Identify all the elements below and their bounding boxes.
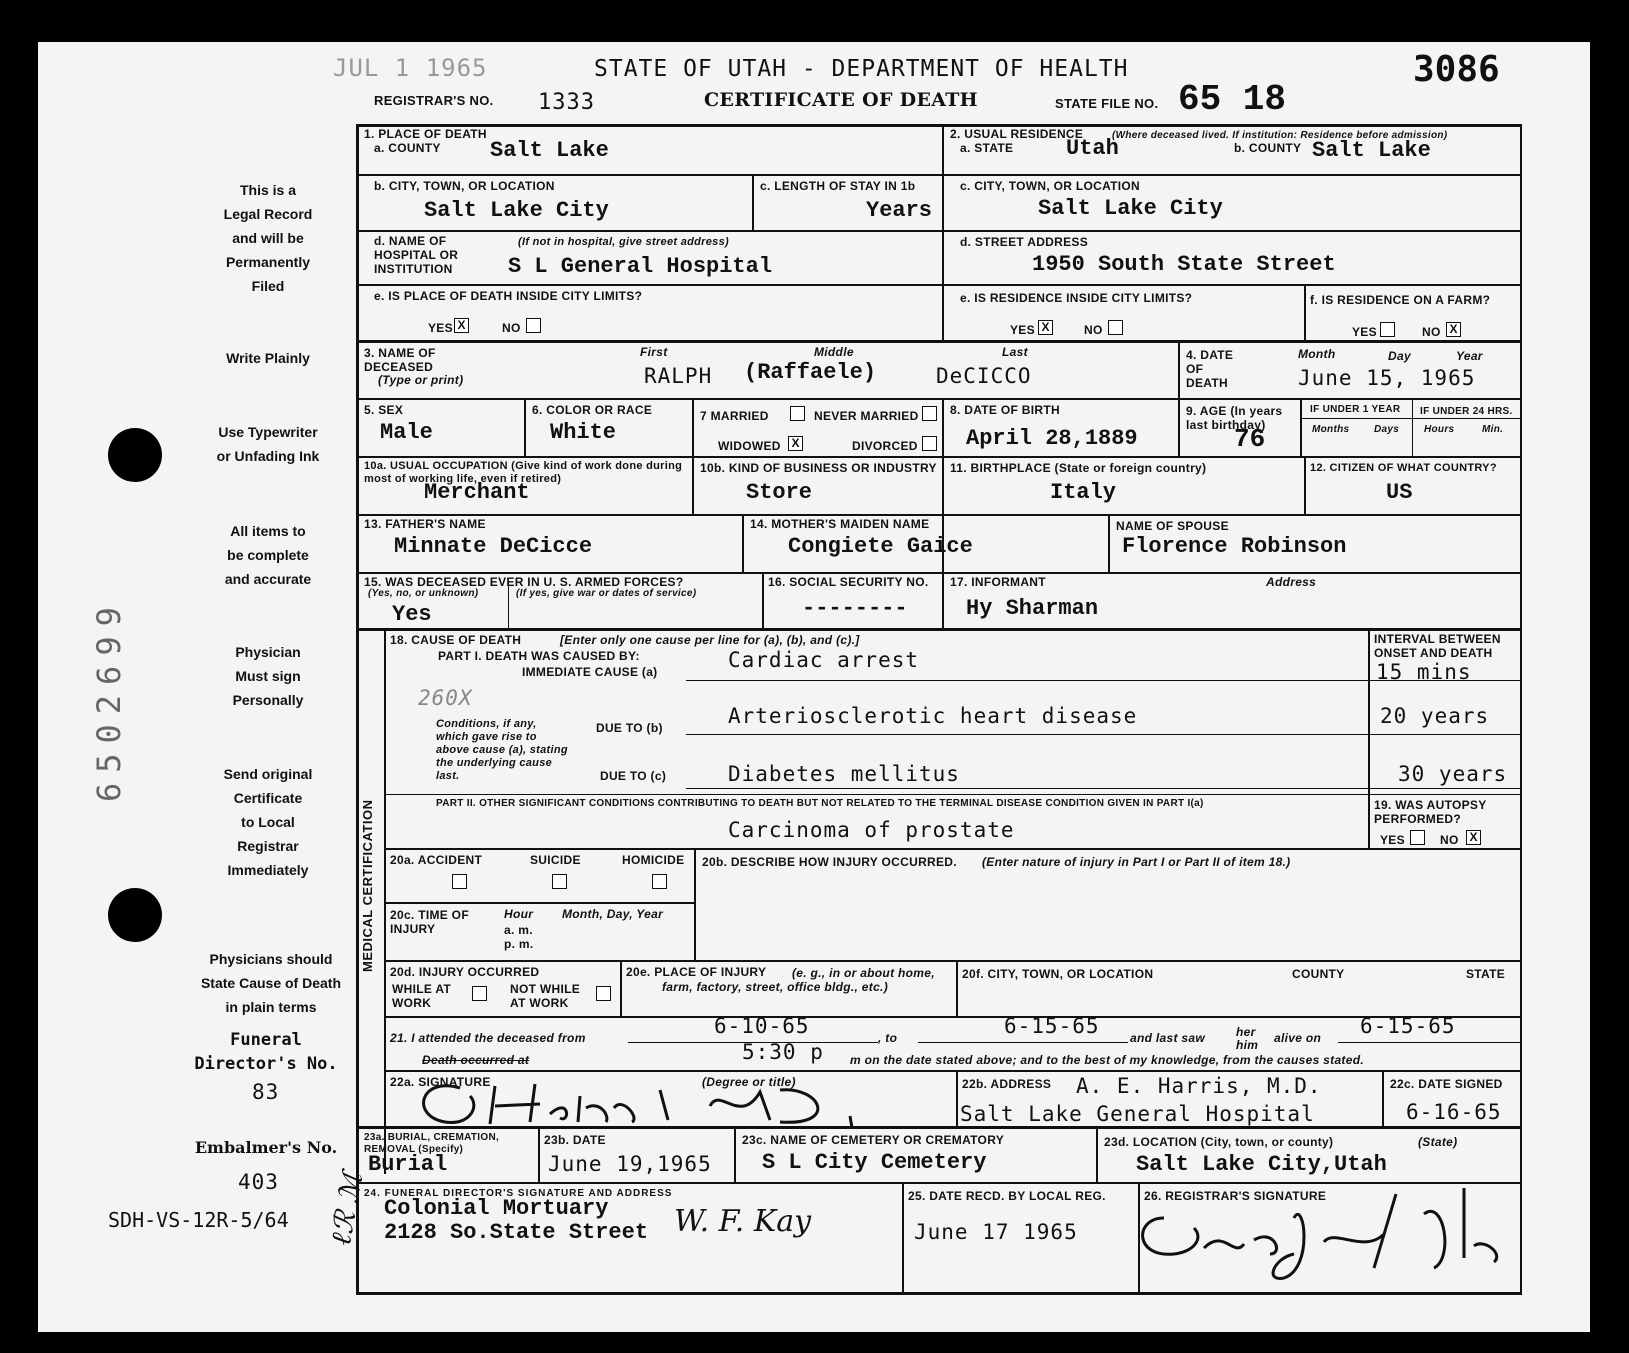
label-father: 13. FATHER'S NAME (364, 517, 486, 531)
label-hospital: d. NAME OF HOSPITAL OR INSTITUTION (374, 234, 459, 276)
autopsy-yes-checkbox[interactable] (1410, 830, 1425, 845)
value-date-signed: 6-16-65 (1406, 1100, 1502, 1124)
value-part2: Carcinoma of prostate (728, 818, 1015, 842)
value-res-street: 1950 South State Street (1032, 252, 1336, 277)
months-label: Months (1312, 424, 1350, 435)
punch-hole-bottom (108, 888, 162, 942)
label-degree: (Degree or title) (702, 1075, 796, 1089)
header-title: STATE OF UTAH - DEPARTMENT OF HEALTH (594, 56, 1129, 82)
value-time: 5:30 p (742, 1040, 824, 1064)
registrar-label: REGISTRAR'S NO. (374, 93, 494, 108)
row-line (384, 794, 1522, 795)
label-occurred-tail: m on the date stated above; and to the best of my knowledge, from the causes stated. (850, 1053, 1364, 1067)
farm-no-checkbox[interactable]: X (1446, 322, 1461, 337)
autopsy-no-checkbox[interactable]: X (1466, 830, 1481, 845)
label-never-married: NEVER MARRIED (814, 409, 919, 423)
label-name: 3. NAME OF DECEASED (364, 346, 436, 374)
col-divider (1412, 398, 1413, 456)
value-disposition: Burial (368, 1152, 448, 1177)
col-divider (384, 628, 386, 1174)
label-hospital-note: (If not in hospital, give street address) (518, 236, 729, 248)
value-res-county: Salt Lake (1312, 138, 1431, 163)
col-divider (956, 960, 958, 1016)
row-line (356, 514, 1522, 516)
col-divider (1304, 456, 1306, 514)
form-left (356, 124, 359, 1294)
value-race: White (550, 420, 617, 445)
last-label: Last (1002, 345, 1028, 359)
label-date-of-death: 4. DATE OF DEATH (1186, 348, 1234, 390)
hour-label: Hour (504, 907, 534, 921)
label-citizen: 12. CITIZEN OF WHAT COUNTRY? (1310, 462, 1497, 474)
label-funeral-director: 24. FUNERAL DIRECTOR'S SIGNATURE AND ADDRESS (364, 1188, 673, 1199)
mdy-label: Month, Day, Year (562, 907, 664, 921)
label-suicide: SUICIDE (530, 853, 581, 867)
label-residence-note: (Where deceased lived. If institution: Residence before admission) (1112, 130, 1448, 141)
yes-label: YES (1010, 323, 1035, 337)
label-street: d. STREET ADDRESS (960, 235, 1089, 249)
label-married: 7 MARRIED (700, 409, 769, 423)
label-injury-occurred: 20d. INJURY OCCURRED (390, 965, 540, 979)
accident-checkbox[interactable] (452, 874, 467, 889)
value-informant: Hy Sharman (966, 596, 1099, 621)
value-cemetery: S L City Cemetery (762, 1150, 987, 1175)
value-attended-from: 6-10-65 (714, 1014, 810, 1038)
label-autopsy: 19. WAS AUTOPSY PERFORMED? (1374, 798, 1487, 826)
complete-note: All items to be complete and accurate (224, 523, 312, 587)
col-divider (1096, 1126, 1098, 1182)
side-handwriting: ℓℛ ℳ (324, 1170, 370, 1248)
registrar-no: 1333 (538, 90, 595, 115)
label-mother: 14. MOTHER'S MAIDEN NAME (750, 517, 930, 531)
label-injury-city: 20f. CITY, TOWN, OR LOCATION (962, 967, 1154, 981)
col-divider (956, 1070, 958, 1126)
value-res-state: Utah (1066, 136, 1119, 161)
row-line (1300, 418, 1522, 419)
value-middle-name: (Raffaele) (744, 360, 877, 385)
col-divider (620, 960, 622, 1016)
label-part1: PART I. DEATH WAS CAUSED BY: (438, 649, 640, 663)
no-label: NO (1440, 833, 1459, 847)
value-last-name: DeCICCO (936, 364, 1032, 388)
label-date-recd: 25. DATE RECD. BY LOCAL REG. (908, 1189, 1106, 1203)
divorced-checkbox[interactable] (922, 436, 937, 451)
col-divider (942, 124, 944, 340)
certificate-title: CERTIFICATE OF DEATH (704, 89, 978, 111)
write-plainly-note: Write Plainly (226, 350, 310, 366)
label-cemetery: 23c. NAME OF CEMETERY OR CREMATORY (742, 1133, 1005, 1147)
physician-note: Physician Must sign Personally (232, 644, 304, 708)
label-inside-city: e. IS PLACE OF DEATH INSIDE CITY LIMITS? (374, 289, 643, 303)
label-death-occurred: Death occurred at (422, 1053, 530, 1067)
yes-label: YES (1352, 325, 1377, 339)
value-phys-name: A. E. Harris, M.D. (1076, 1074, 1322, 1098)
row-line (918, 1042, 1128, 1043)
value-county: Salt Lake (490, 138, 609, 163)
value-ssn: -------- (802, 596, 908, 621)
value-phys-address: Salt Lake General Hospital (960, 1102, 1315, 1126)
hours-label: Hours (1424, 424, 1455, 435)
label-alive-on: alive on (1274, 1031, 1322, 1045)
married-checkbox[interactable] (790, 406, 805, 421)
res-in-city-no-checkbox[interactable] (1108, 320, 1123, 335)
label-cause: 18. CAUSE OF DEATH (390, 633, 522, 647)
value-birthplace: Italy (1050, 480, 1117, 505)
label-due-c: DUE TO (c) (600, 769, 667, 783)
medical-certification-label: MEDICAL CERTIFICATION (360, 799, 375, 972)
legal-record-note: This is a Legal Record and will be Permanently Filed (223, 182, 313, 294)
value-dob: April 28,1889 (966, 426, 1138, 451)
col-divider (694, 848, 696, 960)
row-line (356, 284, 1522, 286)
value-first-name: RALPH (644, 364, 713, 388)
label-ssn: 16. SOCIAL SECURITY NO. (768, 575, 929, 589)
col-divider (1178, 340, 1180, 400)
row-line (686, 788, 1522, 789)
send-original-note: Send original Certificate to Local Registrar Immediately (223, 766, 313, 878)
label-business: 10b. KIND OF BUSINESS OR INDUSTRY (700, 461, 937, 475)
typewriter-note: Use Typewriter or Unfading Ink (216, 424, 320, 464)
value-funeral-address: 2128 So.State Street (384, 1220, 649, 1245)
label-place-of-injury: 20e. PLACE OF INJURY (626, 965, 767, 979)
col-divider (1178, 398, 1180, 456)
no-label: NO (502, 321, 521, 335)
label-date-signed: 22c. DATE SIGNED (1390, 1077, 1503, 1091)
label-armed-war: (If yes, give war or dates of service) (516, 588, 697, 599)
day-label: Day (1388, 349, 1411, 363)
label-her-him: her him (1236, 1025, 1259, 1052)
label-race: 6. COLOR OR RACE (532, 403, 653, 417)
value-interval-b: 20 years (1380, 704, 1490, 728)
no-label: NO (1084, 323, 1103, 337)
cause-plain-note: Physicians should State Cause of Death in plain terms (200, 951, 342, 1015)
label-cemetery-location: 23d. LOCATION (City, town, or county) (1104, 1135, 1334, 1149)
value-city: Salt Lake City (424, 198, 609, 223)
first-label: First (640, 345, 668, 359)
row-line (356, 398, 1522, 400)
certificate-paper (38, 42, 1590, 1332)
label-attended: 21. I attended the deceased from (390, 1031, 586, 1045)
label-spouse: NAME OF SPOUSE (1116, 519, 1229, 533)
label-county: a. COUNTY (374, 141, 441, 155)
label-phys-address: 22b. ADDRESS (962, 1077, 1052, 1091)
suicide-checkbox[interactable] (552, 874, 567, 889)
label-not-while-work: NOT WHILE AT WORK (510, 982, 581, 1010)
label-name-note: (Type or print) (378, 373, 464, 387)
value-interval-a: 15 mins (1376, 660, 1472, 684)
never-married-checkbox[interactable] (922, 406, 937, 421)
physician-signature (400, 1066, 920, 1130)
label-injury-county: COUNTY (1292, 967, 1345, 981)
not-while-work-checkbox[interactable] (596, 986, 611, 1001)
row-line (356, 572, 1522, 574)
value-spouse: Florence Robinson (1122, 534, 1347, 559)
col-divider (1304, 284, 1306, 340)
label-age: 9. AGE (In years last birthday) (1186, 404, 1283, 432)
yes-label: YES (428, 321, 453, 335)
col-divider (538, 1126, 540, 1182)
homicide-checkbox[interactable] (652, 874, 667, 889)
row-line (1338, 1042, 1522, 1043)
label-usual-residence: 2. USUAL RESIDENCE (950, 127, 1084, 141)
state-file-label: STATE FILE NO. (1055, 96, 1159, 111)
label-res-city: c. CITY, TOWN, OR LOCATION (960, 179, 1141, 193)
month-label: Month (1298, 347, 1336, 361)
label-part2: PART II. OTHER SIGNIFICANT CONDITIONS CONTRIBUTING TO DEATH BUT NOT RELATED TO THE TERMINAL DISEASE CONDITION GIVEN IN PART I(a) (436, 798, 1204, 809)
label-disposition: 23a. BURIAL, CREMATION, REMOVAL (Specify) (364, 1132, 500, 1155)
widowed-checkbox[interactable]: X (788, 436, 803, 451)
col-divider (902, 1182, 904, 1294)
value-business: Store (746, 480, 813, 505)
label-dob: 8. DATE OF BIRTH (950, 403, 1060, 417)
value-father: Minnate DeCicce (394, 534, 593, 559)
label-cemetery-state: (State) (1418, 1135, 1458, 1149)
label-informant: 17. INFORMANT (950, 575, 1046, 589)
label-injury-state: STATE (1466, 967, 1506, 981)
col-divider (742, 514, 744, 572)
label-occupation: 10a. USUAL OCCUPATION (Give kind of work done during most of working life, even if retired) (364, 460, 683, 485)
value-occupation: Merchant (424, 480, 530, 505)
label-interval: INTERVAL BETWEEN ONSET AND DEATH (1374, 632, 1501, 660)
row-line (686, 734, 1522, 735)
label-conditions: Conditions, if any, which gave rise to above cause (a), stating the underlying cause last. (436, 718, 568, 782)
label-registrar-signature: 26. REGISTRAR'S SIGNATURE (1144, 1189, 1327, 1203)
row-line (356, 174, 1522, 176)
label-burial-date: 23b. DATE (544, 1133, 606, 1147)
value-stay: Years (866, 198, 933, 223)
death-in-city-no-checkbox[interactable] (526, 318, 541, 333)
value-sex: Male (380, 420, 433, 445)
col-divider (942, 572, 944, 628)
label-time-of-injury: 20c. TIME OF INJURY (390, 908, 469, 936)
label-res-county: b. COUNTY (1234, 141, 1302, 155)
label-injury-how: 20b. DESCRIBE HOW INJURY OCCURRED. (702, 855, 957, 869)
row-line (384, 902, 694, 904)
funeral-director-signature: W. F. Kay (674, 1204, 812, 1239)
value-interval-c: 30 years (1398, 762, 1508, 786)
label-informant-address: Address (1266, 575, 1317, 589)
label-place-of-death: 1. PLACE OF DEATH (364, 127, 487, 141)
embalmer-no: 403 (238, 1170, 279, 1194)
label-injury-how-note: (Enter nature of injury in Part I or Part II of item 18.) (982, 855, 1291, 869)
value-cemetery-location: Salt Lake City,Utah (1136, 1152, 1387, 1177)
row-line (384, 1016, 1522, 1018)
death-in-city-yes-checkbox[interactable]: X (454, 318, 469, 333)
value-cause-c: Diabetes mellitus (728, 762, 960, 786)
value-hospital: S L General Hospital (508, 254, 773, 279)
label-state: a. STATE (960, 141, 1014, 155)
embalmer-label: Embalmer's No. (194, 1138, 338, 1157)
value-date-recd: June 17 1965 (914, 1220, 1078, 1244)
value-cause-b: Arteriosclerotic heart disease (728, 704, 1138, 728)
value-mother: Congiete Gaice (788, 534, 973, 559)
state-file-no: 65 18 (1178, 79, 1287, 120)
label-widowed: WIDOWED (718, 439, 781, 453)
file-number-top: 3086 (1413, 49, 1500, 90)
col-divider (524, 398, 526, 456)
form-right (1520, 124, 1522, 1294)
label-cause-note: [Enter only one cause per line for (a), (b), and (c).] (560, 633, 860, 647)
label-last-saw: and last saw (1130, 1031, 1205, 1045)
value-cause-a: Cardiac arrest (728, 648, 920, 672)
label-homicide: HOMICIDE (622, 853, 685, 867)
row-line (384, 848, 1522, 850)
days-label: Days (1374, 424, 1400, 435)
middle-label: Middle (814, 345, 854, 359)
no-label: NO (1422, 325, 1441, 339)
row-line (356, 230, 1522, 232)
res-in-city-yes-checkbox[interactable]: X (1038, 320, 1053, 335)
row-line (356, 456, 1522, 458)
value-death-date: June 15, 1965 (1298, 366, 1476, 390)
value-last-seen: 6-15-65 (1360, 1014, 1456, 1038)
label-place-injury-note: (e. g., in or about home, farm, factory, street, office bldg., etc.) (662, 966, 935, 994)
label-under-24-hrs: IF UNDER 24 HRS. (1420, 406, 1513, 417)
form-number: SDH-VS-12R-5/64 (108, 1208, 289, 1232)
code-note: 260X (418, 686, 473, 710)
label-due-b: DUE TO (b) (596, 721, 663, 735)
label-signature: 22a. SIGNATURE (390, 1075, 491, 1089)
year-label: Year (1456, 349, 1483, 363)
vertical-number: 6502699 (90, 597, 128, 802)
row-line (356, 628, 1522, 631)
label-armed-forces: 15. WAS DECEASED EVER IN U. S. ARMED FORCES? (364, 575, 684, 589)
label-farm: f. IS RESIDENCE ON A FARM? (1310, 293, 1491, 307)
label-birthplace: 11. BIRTHPLACE (State or foreign country) (950, 461, 1207, 475)
label-stay: c. LENGTH OF STAY IN 1b (760, 179, 916, 193)
value-armed: Yes (392, 602, 432, 627)
row-line (384, 960, 1522, 962)
row-line (356, 340, 1522, 343)
col-divider (1368, 628, 1370, 850)
col-divider (734, 1126, 736, 1182)
funeral-director-label: Funeral Director's No. (194, 1030, 338, 1074)
value-burial-date: June 19,1965 (548, 1152, 712, 1176)
received-stamp: JUL 1 1965 (333, 54, 488, 82)
min-label: Min. (1482, 424, 1504, 435)
label-accident: 20a. ACCIDENT (390, 853, 483, 867)
label-sex: 5. SEX (364, 403, 404, 417)
registrar-signature (1134, 1158, 1514, 1298)
col-divider (762, 572, 764, 628)
label-city: b. CITY, TOWN, OR LOCATION (374, 179, 555, 193)
pm-label: p. m. (504, 937, 534, 951)
yes-label: YES (1380, 833, 1405, 847)
am-label: a. m. (504, 923, 533, 937)
label-immediate: IMMEDIATE CAUSE (a) (522, 665, 658, 679)
form-top (356, 124, 1522, 127)
label-to: , to (878, 1031, 898, 1045)
value-citizen: US (1386, 480, 1413, 505)
funeral-director-no: 83 (252, 1080, 280, 1104)
value-res-city: Salt Lake City (1038, 196, 1223, 221)
value-age: 76 (1234, 424, 1266, 454)
punch-hole-top (108, 428, 162, 482)
value-attended-to: 6-15-65 (1004, 1014, 1100, 1038)
col-divider (752, 174, 754, 230)
col-divider (1108, 514, 1110, 572)
label-res-inside-city: e. IS RESIDENCE INSIDE CITY LIMITS? (960, 291, 1193, 305)
while-work-checkbox[interactable] (472, 986, 487, 1001)
col-divider (1382, 1070, 1384, 1126)
value-funeral-home: Colonial Mortuary (384, 1196, 609, 1221)
label-divorced: DIVORCED (852, 439, 918, 453)
farm-yes-checkbox[interactable] (1380, 322, 1395, 337)
label-while-work: WHILE AT WORK (392, 982, 452, 1010)
label-under-1-year: IF UNDER 1 YEAR (1310, 404, 1401, 415)
label-armed-yes: (Yes, no, or unknown) (368, 588, 479, 599)
